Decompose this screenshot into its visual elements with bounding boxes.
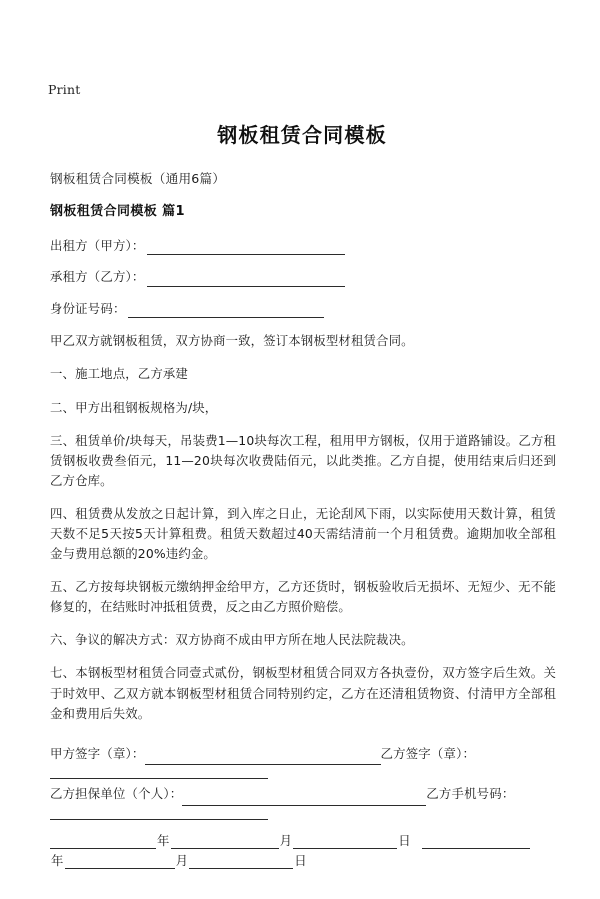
date-a-trailing-rule[interactable] [422, 835, 530, 849]
clause-7: 七、本钢板型材租赁合同壹式贰份，钢板型材租赁合同双方各执壹份，双方签字后生效。关于时效甲、乙双方就本钢板型材租赁合同特别约定，乙方在还清租赁物资、付清甲方全部租金和费用后失效。 [50, 665, 556, 721]
signature-row-guarantor [50, 782, 556, 806]
party-b-signature-rule[interactable] [50, 765, 268, 779]
signature-block [50, 742, 556, 823]
date-a-month-rule[interactable] [171, 835, 279, 849]
clause-6: 六、争议的解决方式：双方协商不成由甲方所在地人民法院裁决。 [50, 632, 414, 648]
print-label[interactable]: Print [48, 82, 81, 97]
date-b-month-rule[interactable] [189, 855, 293, 869]
signature-row-parties [50, 742, 556, 766]
date-a-month-unit: 月 [279, 832, 293, 848]
id-number-input-rule[interactable] [128, 304, 324, 318]
date-a-day-rule[interactable] [293, 835, 397, 849]
party-a-signature-label: 甲方签字（章）： [50, 745, 145, 761]
date-a-year-rule[interactable] [50, 835, 156, 849]
party-b-signature-label: 乙方签字（章）： [380, 745, 476, 761]
clause-1: 一、施工地点，乙方承建 [50, 366, 188, 382]
lessee-label: 承租方（乙方）： [50, 269, 145, 285]
clause-3: 三、租赁单价/块每天，吊装费1—10块每次工程，租用甲方钢板，仅用于道路铺设。乙方租赁钢板收费叁佰元，11—20块每次收费陆佰元，以此类推。乙方自提，使用结束后归还到乙方仓库。 [50, 432, 556, 488]
guarantor-label: 乙方担保单位（个人）： [50, 786, 183, 802]
clause-4: 四、租赁费从发放之日起计算，到入库之日止，无论刮风下雨，以实际使用天数计算，租赁天数不足5天按5天计算租费。租赁天数超过40天需结清前一个月租赁费。逾期加收全部租金与费用总额的20%违约金。 [50, 505, 556, 562]
field-row-lessee [50, 268, 556, 287]
date-a-day-unit: 日 [398, 832, 411, 848]
section-heading: 钢板租赁合同模板 篇1 [50, 204, 185, 220]
date-block [50, 829, 556, 869]
lessee-input-rule[interactable] [147, 273, 345, 287]
date-b-year-unit: 年 [51, 852, 64, 868]
page-title: 钢板租赁合同模板 [217, 122, 387, 147]
guarantor-rule[interactable] [182, 792, 426, 806]
field-row-id-number [50, 300, 556, 319]
clause-5: 五、乙方按每块钢板元缴纳押金给甲方，乙方还货时，钢板验收后无损坏、无短少、无不能修复的，在结账时冲抵租赁费，反之由乙方照价赔偿。 [50, 579, 556, 615]
party-b-signature-rule-row [50, 765, 556, 782]
party-a-signature-rule[interactable] [145, 751, 381, 765]
phone-label: 乙方手机号码： [426, 786, 515, 802]
date-b-day-unit: 日 [294, 852, 307, 868]
lessor-input-rule[interactable] [147, 241, 345, 255]
clause-2: 二、甲方出租钢板规格为/块， [50, 399, 218, 415]
intro-paragraph: 甲乙双方就钢板租赁，双方协商一致，签订本钢板型材租赁合同。 [50, 333, 414, 349]
date-b-month-unit: 月 [175, 852, 189, 868]
document-subtitle: 钢板租赁合同模板（通用6篇） [50, 170, 226, 186]
date-row-party-a [50, 829, 556, 849]
phone-rule-row [50, 806, 556, 823]
date-b-year-rule[interactable] [65, 855, 175, 869]
field-row-lessor [50, 237, 556, 256]
phone-rule[interactable] [50, 806, 268, 820]
id-number-label: 身份证号码： [50, 300, 126, 316]
lessor-label: 出租方（甲方）： [50, 237, 145, 253]
date-a-year-unit: 年 [157, 832, 170, 848]
date-row-party-b [50, 849, 556, 869]
